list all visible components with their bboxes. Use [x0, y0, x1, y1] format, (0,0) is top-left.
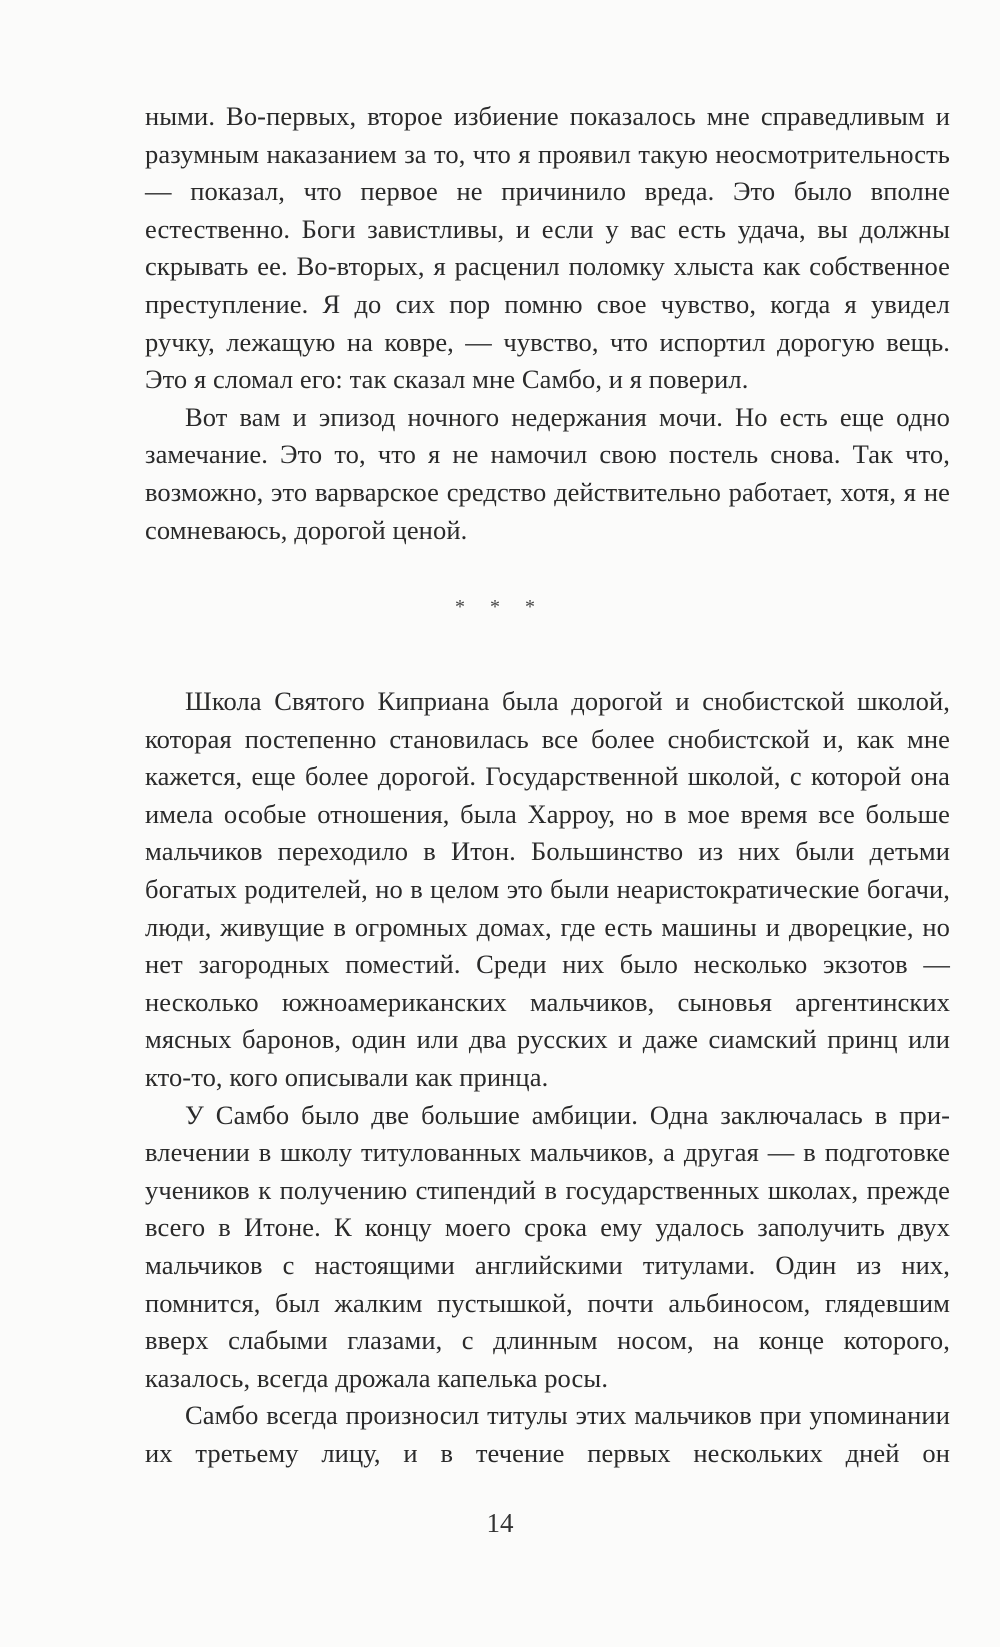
section-separator: * * * [455, 596, 545, 618]
paragraph: Вот вам и эпизод ночного недержания мочи. Но есть еще одно замечание. Это то, что я не намочил свою постель снова. Так что, возможно, это варварское средство действительно работает, хотя, я не сомневаюсь, дорогой ценой. [145, 401, 950, 545]
paragraph: У Самбо было две большие амбиции. Одна заключалась в привлечении в школу титулованных мальчиков, а другая — в подготовке учеников к получению стипендий в государственных школах, прежде всего в Итоне. К концу моего срока ему удалось заполучить двух мальчиков с настоящими английскими титулами. Один из них, помнится, был жалким пустышкой, почти альбиносом, глядевшим вверх слабыми глазами, с длинным носом, на конце которого, казалось, всегда дрожала капелька росы. [145, 1099, 950, 1393]
paragraph-continuation: ными. Во-первых, второе избиение показалось мне справедливым и разумным наказанием за то, что я проявил такую неосмотрительность — показал, что первое не причинило вреда. Это было вполне естественно. Боги завистливы, и если у вас есть удача, вы должны скрывать ее. Во-вторых, я расценил поломку хлыста как собственное преступление. Я до сих пор помню свое чувство, когда я увидел ручку, лежащую на ковре, — чувство, что испортил дорогую вещь. Это я сломал его: так сказал мне Самбо, и я поверил. [145, 101, 950, 395]
paragraph: Школа Святого Киприана была дорогой и снобистской школой, которая постепенно становилась все более снобистской и, как мне кажется, еще более дорогой. Государственной школой, с которой она имела особые отношения, была Харроу, но в мое время все больше мальчиков переходило в Итон. Большинство из них были детьми богатых родителей, но в целом это были неаристократические богачи, люди, живущие в огромных домах, где есть машины и дворецкие, но нет загородных поместий. Среди них было несколько экзотов — несколько южноамериканских мальчиков, сыновья аргентинских мясных баронов, один или два русских и даже сиамский принц или кто-то, кого описывали как принца. [145, 686, 950, 1092]
bottom-text-section [145, 683, 950, 1472]
top-text-section [145, 98, 950, 549]
paragraph-continues: Самбо всегда произносил титулы этих мальчиков при упоминании их третьему лицу, и в течение первых нескольких дней он [145, 1400, 950, 1468]
page-number: 14 [486, 1508, 514, 1538]
